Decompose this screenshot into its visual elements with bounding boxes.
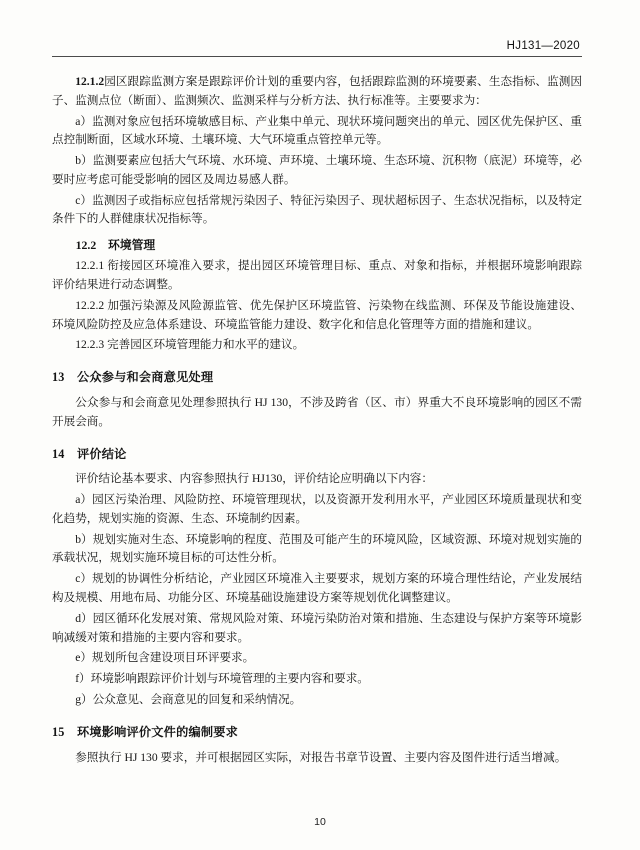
paragraph-14-f: f）环境影响跟踪评价计划与环境管理的主要内容和要求。 [75, 672, 369, 686]
page-header-code: HJ131—2020 [506, 40, 580, 52]
paragraph-14-a: a）园区污染治理、风险防控、环境管理现状，以及资源开发利用水平，产业园区环境质量现状和变化趋势，规划实施的资源、生态、环境制约因素。 [52, 493, 582, 525]
paragraph-12-2-3: 12.2.3 完善园区环境管理能力和水平的建议。 [75, 338, 305, 352]
header-divider [52, 56, 582, 57]
paragraph-13: 公众参与和会商意见处理参照执行 HJ 130，不涉及跨省（区、市）界重大不良环境影响的园区不需开展会商。 [52, 396, 582, 428]
heading-13: 13 公众参与和会商意见处理 [52, 370, 214, 385]
paragraph-12-1-2-b: b）监测要素应包括大气环境、水环境、声环境、土壤环境、生态环境、沉积物（底泥）环境等，必要时应考虑可能受影响的园区及周边易感人群。 [52, 154, 582, 186]
heading-12-2: 12.2 环境管理 [75, 238, 156, 253]
paragraph-14-intro: 评价结论基本要求、内容参照执行 HJ130，评价结论应明确以下内容： [75, 472, 433, 486]
paragraph-12-1-2 [52, 73, 582, 111]
heading-14: 14 评价结论 [52, 446, 127, 461]
paragraph-14-b: b）规划实施对生态、环境影响的程度、范围及可能产生的环境风险，区域资源、环境对规划实施的承载状况，规划实施环境目标的可达性分析。 [52, 532, 582, 565]
paragraph-12-2-1: 12.2.1 衔接园区环境准入要求，提出园区环境管理目标、重点、对象和指标，并根据环境影响跟踪评价结果进行动态调整。 [52, 259, 582, 292]
page-number: 10 [314, 816, 326, 828]
heading-15: 15 环境影响评价文件的编制要求 [52, 724, 239, 739]
paragraph-12-1-2-a: a）监测对象应包括环境敏感目标、产业集中单元、现状环境问题突出的单元、园区优先保护区、重点控制断面，区域水环境、土壤环境、大气环境重点管控单元等。 [52, 114, 582, 147]
paragraph-14-g: g）公众意见、会商意见的回复和采纳情况。 [75, 692, 302, 706]
paragraph-15: 参照执行 HJ 130 要求，并可根据园区实际，对报告书章节设置、主要内容及图件进行适当增减。 [75, 750, 567, 764]
paragraph-12-1-2-text: 园区跟踪监测方案是跟踪评价计划的重要内容，包括跟踪监测的环境要素、生态指标、监测因子、监测点位（断面）、监测频次、监测采样与分析方法、执行标准等。主要要求为： [52, 75, 582, 107]
paragraph-14-e: e）规划所包含建设项目环评要求。 [75, 651, 255, 665]
paragraph-12-1-2-c: c）监测因子或指标应包括常规污染因子、特征污染因子、现状超标因子、生态状况指标，以及特定条件下的人群健康状况指标等。 [52, 193, 582, 226]
paragraph-12-2-2: 12.2.2 加强污染源及风险源监管、优先保护区环境监管、污染物在线监测、环保及节能设施建设、环境风险防控及应急体系建设、环境监管能力建设、数字化和信息化管理等方面的措施和建议。 [52, 298, 582, 331]
paragraph-14-c: c）规划的协调性分析结论，产业园区环境准入主要要求，规划方案的环境合理性结论，产业发展结构及规模、用地布局、功能分区、环境基础设施建设方案等规划优化调整建议。 [52, 572, 582, 605]
paragraph-12-1-2-number: 12.1.2 [75, 75, 105, 88]
document-body [52, 73, 582, 767]
paragraph-14-d: d）园区循环化发展对策、常规风险对策、环境污染防治对策和措施、生态建设与保护方案等环境影响减缓对策和措施的主要内容和要求。 [52, 611, 582, 644]
